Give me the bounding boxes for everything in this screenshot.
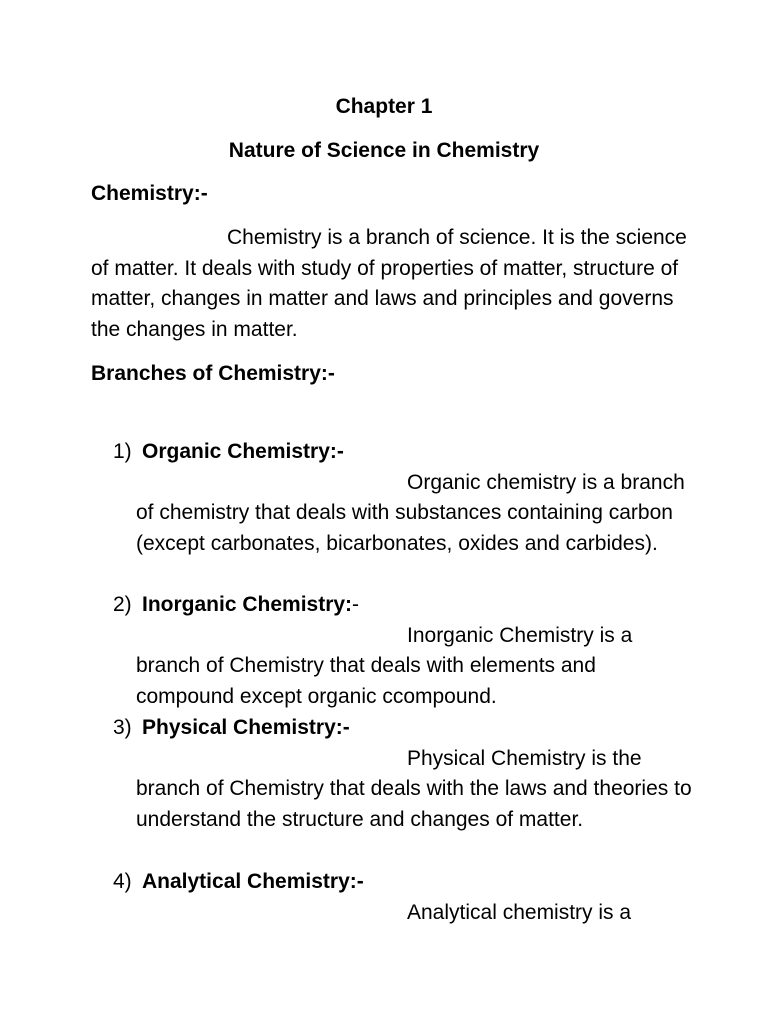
branch-number: 3) bbox=[113, 716, 132, 739]
branch-number: 4) bbox=[113, 870, 132, 893]
branch-title: Organic Chemistry:- bbox=[142, 440, 344, 463]
branch-heading bbox=[113, 867, 713, 898]
branch-title-suffix: - bbox=[352, 593, 360, 616]
branch-number: 1) bbox=[113, 440, 132, 463]
branch-title: Physical Chemistry:- bbox=[142, 716, 350, 739]
chemistry-definition-paragraph bbox=[91, 223, 691, 345]
branch-title: Analytical Chemistry:- bbox=[142, 870, 364, 893]
branch-heading bbox=[113, 713, 713, 744]
branch-description-text: Inorganic Chemistry is a branch of Chemistry that deals with elements and compound except organic ccompound. bbox=[136, 623, 633, 708]
section-heading-branches: Branches of Chemistry:- bbox=[91, 362, 335, 385]
branch-item-physical bbox=[113, 713, 713, 835]
chapter-title: Nature of Science in Chemistry bbox=[228, 139, 540, 162]
branch-item-analytical bbox=[113, 867, 713, 928]
chemistry-definition-text: Chemistry is a branch of science. It is the science of matter. It deals with study of properties of matter, structure of matter, changes in matter and laws and principles and governs the changes in matter. bbox=[91, 226, 687, 341]
branch-number: 2) bbox=[113, 593, 132, 616]
branch-description bbox=[136, 621, 696, 713]
section-heading-chemistry: Chemistry:- bbox=[91, 182, 208, 205]
branch-description bbox=[136, 468, 696, 560]
branch-item-organic bbox=[113, 437, 713, 559]
chapter-number: Chapter 1 bbox=[335, 95, 433, 118]
branch-description bbox=[136, 744, 696, 836]
branch-description-text: Organic chemistry is a branch of chemistry that deals with substances containing carbon (except carbonates, bicarbonates, oxides and carbides). bbox=[136, 470, 685, 555]
branch-heading bbox=[113, 437, 713, 468]
branch-description-text: Physical Chemistry is the branch of Chemistry that deals with the laws and theories to understand the structure and changes of matter. bbox=[136, 746, 692, 831]
branch-item-inorganic bbox=[113, 590, 713, 712]
branch-description bbox=[136, 898, 696, 929]
branch-description-text: Analytical chemistry is a bbox=[407, 900, 632, 924]
branch-heading bbox=[113, 590, 713, 621]
branch-title: Inorganic Chemistry: bbox=[142, 593, 353, 616]
